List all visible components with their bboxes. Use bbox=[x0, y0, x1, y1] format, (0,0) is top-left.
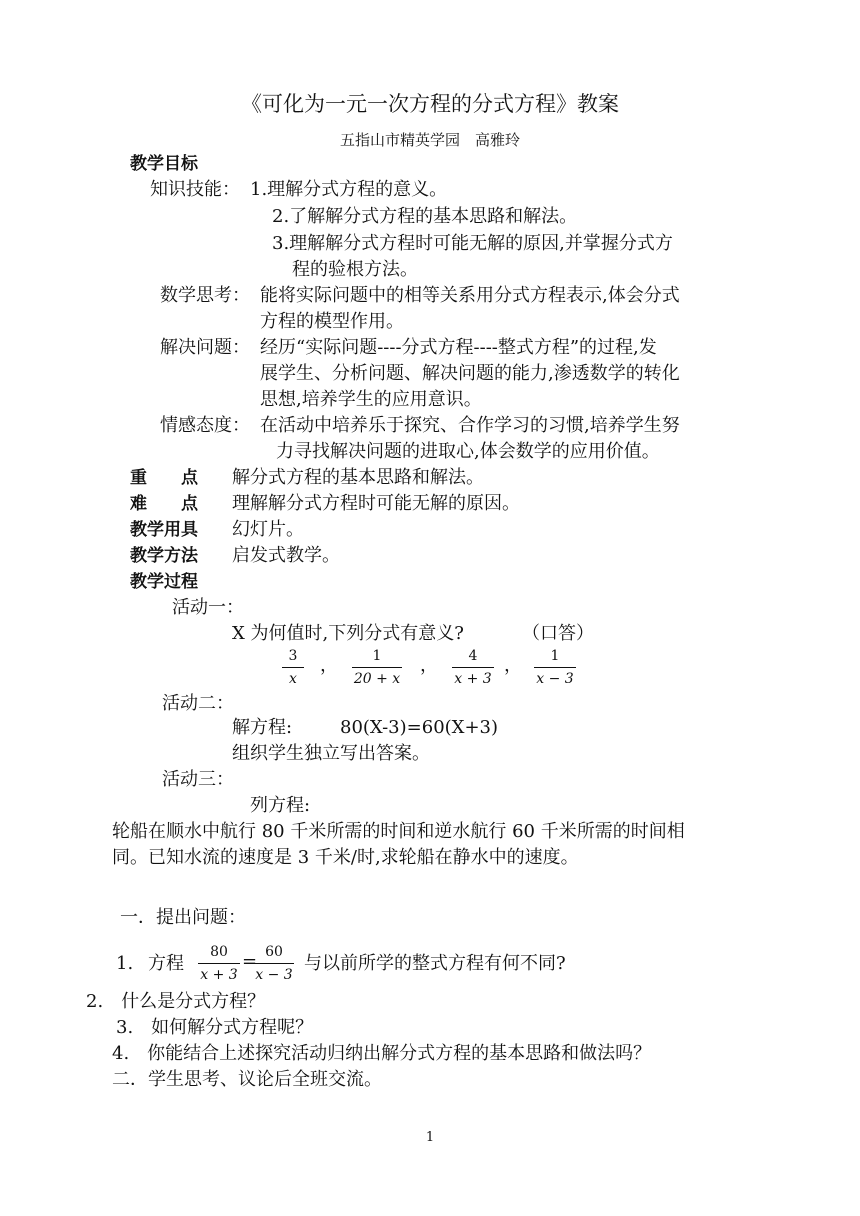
question-prefix: 方程 bbox=[148, 953, 184, 974]
activity2-label: 活动二： bbox=[162, 693, 234, 714]
fraction-denominator: x − 3 bbox=[536, 671, 574, 687]
fraction bbox=[282, 648, 304, 688]
fraction-numerator: 80 bbox=[210, 944, 228, 960]
problem-line: 同。已知水流的速度是 3 千米/时,求轮船在静水中的速度。 bbox=[112, 847, 579, 868]
knowledge-item: 程的验根方法。 bbox=[292, 259, 418, 280]
knowledge-item: 3.理解解分式方程时可能无解的原因,并掌握分式方 bbox=[272, 233, 673, 254]
emotion-line: 在活动中培养乐于探究、合作学习的习惯,培养学生努 bbox=[260, 415, 680, 436]
separator: ， bbox=[320, 655, 338, 676]
fraction bbox=[254, 944, 294, 984]
key-point-label: 重 点 bbox=[130, 468, 198, 488]
fraction-denominator: x bbox=[289, 671, 297, 687]
section1-heading: 一．提出问题： bbox=[120, 907, 246, 928]
fraction-numerator: 1 bbox=[550, 648, 560, 664]
question-number: 1. bbox=[116, 953, 134, 974]
emotion-line: 力寻找解决问题的进取心,体会数学的应用价值。 bbox=[276, 441, 660, 462]
fraction-numerator: 60 bbox=[265, 944, 283, 960]
emotion-label: 情感态度： bbox=[160, 415, 250, 436]
section2-heading: 二．学生思考、议论后全班交流。 bbox=[112, 1069, 382, 1090]
author-line: 五指山市精英学园 高雅玲 bbox=[339, 131, 520, 149]
question-3: 3. 如何解分式方程呢？ bbox=[116, 1017, 314, 1038]
math-thinking-line: 方程的模型作用。 bbox=[260, 311, 404, 332]
key-point-text: 解分式方程的基本思路和解法。 bbox=[232, 467, 484, 488]
problem-line: 轮船在顺水中航行 80 千米所需的时间和逆水航行 60 千米所需的时间相 bbox=[112, 821, 685, 842]
question-2: 2. 什么是分式方程？ bbox=[86, 991, 266, 1012]
fraction bbox=[452, 648, 494, 688]
fraction-denominator: 20 + x bbox=[353, 671, 401, 687]
fraction-denominator: x + 3 bbox=[200, 967, 238, 983]
problem-solving-line: 思想,培养学生的应用意识。 bbox=[260, 389, 482, 410]
activity1-label: 活动一： bbox=[172, 597, 244, 618]
fraction-denominator: x + 3 bbox=[454, 671, 492, 687]
method-label: 教学方法 bbox=[130, 546, 198, 566]
fraction-numerator: 1 bbox=[372, 648, 382, 664]
question-4: 4. 你能结合上述探究活动归纳出解分式方程的基本思路和做法吗？ bbox=[112, 1043, 652, 1064]
fraction bbox=[534, 648, 576, 688]
separator: ， bbox=[504, 655, 522, 676]
activity1-note: （口答） bbox=[522, 623, 594, 644]
page-number: 1 bbox=[425, 1130, 435, 1145]
fraction-denominator: x − 3 bbox=[255, 967, 293, 983]
math-thinking-line: 能将实际问题中的相等关系用分式方程表示,体会分式 bbox=[260, 285, 680, 306]
knowledge-item: 2.了解解分式方程的基本思路和解法。 bbox=[272, 206, 578, 227]
equation: 80(X-3)=60(X+3) bbox=[340, 717, 499, 738]
method-text: 启发式教学。 bbox=[232, 545, 340, 566]
knowledge-label: 知识技能： bbox=[150, 179, 240, 200]
fraction bbox=[352, 648, 402, 688]
solve-label: 解方程: bbox=[232, 717, 293, 738]
fraction-numerator: 4 bbox=[468, 648, 478, 664]
activity3-label: 活动三： bbox=[162, 769, 234, 790]
separator: ， bbox=[420, 655, 438, 676]
difficulty-label: 难 点 bbox=[130, 494, 198, 514]
activity1-question: X 为何值时,下列分式有意义? bbox=[232, 623, 464, 644]
problem-solving-line: 经历“实际问题----分式方程----整式方程”的过程,发 bbox=[260, 337, 657, 358]
goals-heading: 教学目标 bbox=[130, 154, 198, 174]
tools-text: 幻灯片。 bbox=[232, 519, 304, 540]
tools-label: 教学用具 bbox=[130, 520, 198, 540]
activity2-instruction: 组织学生独立写出答案。 bbox=[232, 743, 430, 764]
knowledge-item: 1.理解分式方程的意义。 bbox=[250, 179, 448, 200]
math-thinking-label: 数学思考： bbox=[160, 285, 250, 306]
fraction-numerator: 3 bbox=[288, 648, 298, 664]
fraction bbox=[198, 944, 240, 984]
question-suffix: 与以前所学的整式方程有何不同? bbox=[304, 953, 566, 974]
equals-sign: = bbox=[242, 951, 258, 972]
list-equation-label: 列方程: bbox=[250, 795, 311, 816]
difficulty-text: 理解解分式方程时可能无解的原因。 bbox=[232, 493, 520, 514]
problem-solving-line: 展学生、分析问题、解决问题的能力,渗透数学的转化 bbox=[260, 363, 680, 384]
problem-solving-label: 解决问题： bbox=[160, 337, 250, 358]
process-heading: 教学过程 bbox=[130, 572, 198, 592]
document-title: 《可化为一元一次方程的分式方程》教案 bbox=[241, 92, 619, 116]
